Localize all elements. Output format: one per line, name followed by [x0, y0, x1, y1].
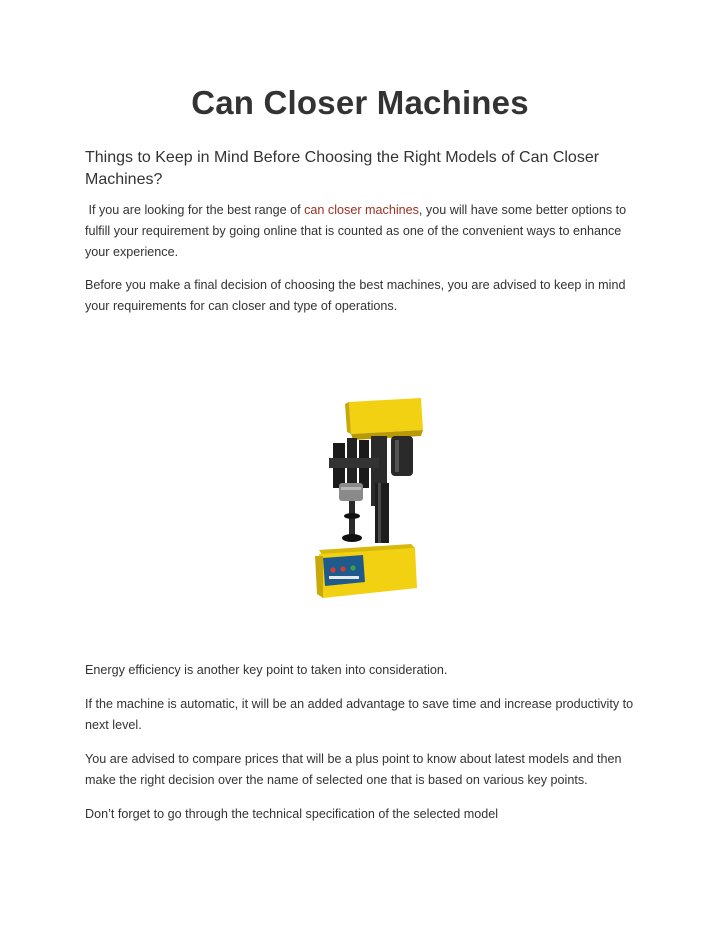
paragraph-requirements: Before you make a final decision of choosing the best machines, you are advised to keep in mind your requirements for can closer and type of operations. [85, 278, 626, 313]
paragraph-specification: Don’t forget to go through the technical specification of the selected model [85, 807, 499, 821]
can-closer-machine-image [271, 388, 451, 610]
page-title: Can Closer Machines [191, 84, 529, 121]
intro-text-before: If you are looking for the best range of [85, 203, 305, 217]
intro-text-after: , you will have some better options to fulfill your requirement by going online that is counted as one of the convenient ways to enhance your experience. [85, 203, 627, 259]
paragraph-energy: Energy efficiency is another key point to taken into consideration. [85, 663, 448, 677]
section-subheading: Things to Keep in Mind Before Choosing the Right Models of Can Closer Machines? [85, 149, 600, 188]
intro-paragraph [85, 200, 645, 263]
can-closer-machines-link[interactable]: can closer machines [304, 203, 419, 217]
paragraph-automatic: If the machine is automatic, it will be an added advantage to save time and increase productivity to next level. [85, 697, 634, 732]
paragraph-prices: You are advised to compare prices that will be a plus point to know about latest models and then make the right decision over the name of selected one that is based on various key points. [85, 752, 622, 787]
